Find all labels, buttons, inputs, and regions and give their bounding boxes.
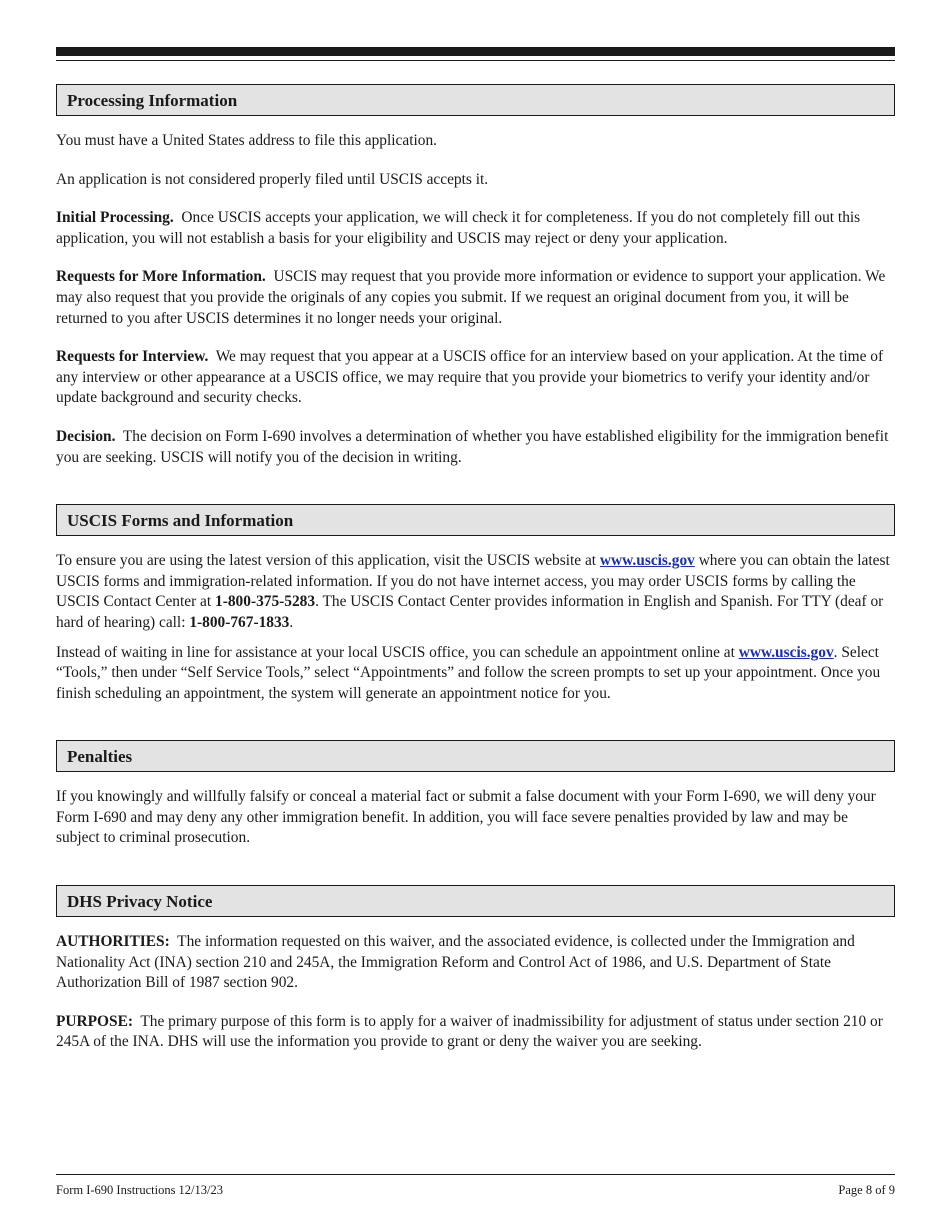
processing-paragraph-decision [56,427,895,468]
section-header-privacy: DHS Privacy Notice [56,885,895,917]
processing-paragraph-filed: An application is not considered properly filed until USCIS accepts it. [56,170,489,188]
privacy-paragraph-authorities [56,932,895,994]
authorities-lead: AUTHORITIES: [56,933,170,951]
processing-paragraph-address: You must have a United States address to file this application. [56,132,438,149]
top-rule-thin [56,60,895,61]
penalties-paragraph: If you knowingly and willfully falsify or conceal a material fact or submit a false document with your Form I-690, we will deny your Form I-690 and may deny any other immigration benefit. In addition, you will face severe penalties provided by law and may be subject to criminal prosecution. [56,788,876,847]
forms-paragraph-appointment [56,643,895,705]
forms-text-2b: . Select “Tools,” then under “Self Service Tools,” select “Appointments” and follow the screen prompts to set up your appointment. Once you finish scheduling an appointment, the system will generate an appointment notice for you. [56,643,881,702]
purpose-text: The primary purpose of this form is to apply for a waiver of inadmissibility for adjustment of status under section 210 or 245A of the INA. DHS will use the information you provide to grant or deny the waiver you are seeking. [56,1012,883,1051]
requests-info-lead: Requests for More Information. [56,268,266,286]
purpose-lead: PURPOSE: [56,1012,133,1030]
processing-paragraph-requests [56,267,895,329]
forms-text-1b: where you can obtain the latest USCIS forms and immigration-related information. If you do not have internet access, you may order USCIS forms by calling the USCIS Contact Center at [56,552,890,611]
tty-phone: 1-800-767-1833 [189,613,290,631]
forms-text-1a: To ensure you are using the latest version of this application, visit the USCIS website at [56,552,600,570]
interview-lead: Requests for Interview. [56,348,209,366]
initial-processing-lead: Initial Processing. [56,209,174,227]
section-header-forms: USCIS Forms and Information [56,504,895,536]
processing-paragraph-interview [56,347,895,409]
footer-page-number: Page 8 of 9 [838,1183,895,1197]
decision-lead: Decision. [56,427,116,445]
contact-center-phone: 1-800-375-5283 [215,593,316,611]
document-page [56,0,895,1230]
uscis-appointment-link[interactable]: www.uscis.gov [738,643,834,661]
section-header-penalties: Penalties [56,740,895,772]
footer-rule [56,1174,895,1175]
authorities-text: The information requested on this waiver, and the associated evidence, is collected under the Immigration and Nationality Act (INA) section 210 and 245A, the Immigration Reform and Control Act of 1986, and U.S. Department of State Authorization Bill of 1987 section 902. [56,933,855,992]
section-header-processing: Processing Information [56,84,895,116]
uscis-website-link[interactable]: www.uscis.gov [599,552,695,570]
forms-text-1c: . The USCIS Contact Center provides information in English and Spanish. For TTY (deaf or hard of hearing) call: [56,593,884,631]
initial-processing-text: Once USCIS accepts your application, we will check it for completeness. If you do not completely fill out this application, you will not establish a basis for your eligibility and USCIS may reject or deny your application. [56,209,861,247]
forms-text-1d: . [289,613,294,631]
page-content [56,84,895,1053]
forms-text-2a: Instead of waiting in line for assistance at your local USCIS office, you can schedule an appointment online at [56,643,739,661]
forms-paragraph-website [56,551,895,633]
privacy-paragraph-purpose [56,1012,895,1053]
interview-text: We may request that you appear at a USCIS office for an interview based on your application. At the time of any interview or other appearance at a USCIS office, we may require that you provide your biometrics to verify your identity and/or update background and security checks. [56,348,884,407]
footer-form-id: Form I-690 Instructions 12/13/23 [56,1183,224,1197]
top-rule-thick [56,47,895,56]
requests-info-text: USCIS may request that you provide more information or evidence to support your application. We may also request that you provide the originals of any copies you submit. If we request an original document from you, it will be returned to you after USCIS determines it no longer needs your original. [56,268,886,327]
decision-text: The decision on Form I-690 involves a determination of whether you have established eligibility for the immigration benefit you are seeking. USCIS will notify you of the decision in writing. [56,427,889,466]
processing-paragraph-initial [56,208,895,249]
